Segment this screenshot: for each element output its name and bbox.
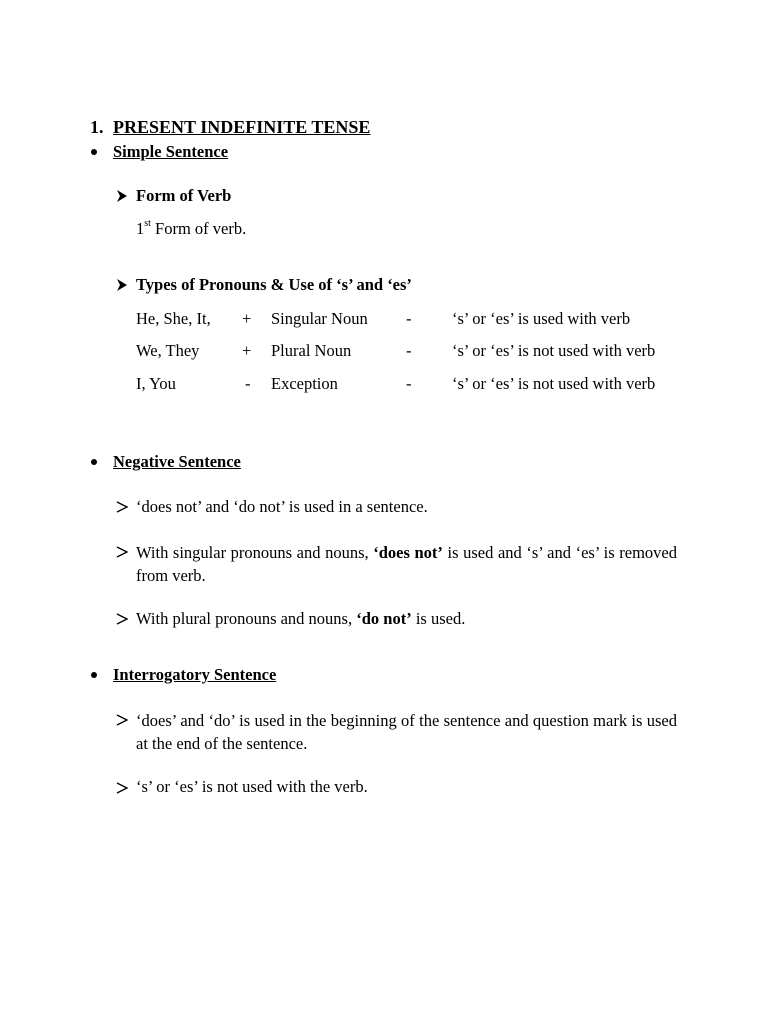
noun-cell: Singular Noun	[271, 309, 368, 328]
dash-cell: -	[406, 374, 412, 393]
pronouns-heading: Types of Pronouns & Use of ‘s’ and ‘es’	[136, 275, 412, 294]
operator-cell: +	[242, 309, 252, 328]
arrow-bullet-icon	[116, 501, 128, 513]
operator-cell: +	[242, 341, 252, 360]
dash-cell: -	[406, 309, 412, 328]
arrow-bullet-icon	[116, 546, 128, 558]
noun-cell: Exception	[271, 374, 338, 393]
section-number: 1.	[90, 117, 104, 137]
arrow-bullet-icon	[116, 278, 128, 292]
bullet-icon	[91, 459, 97, 465]
interrogatory-item-2: ‘s’ or ‘es’ is not used with the verb.	[136, 777, 368, 796]
pronoun-cell: He, She, It,	[136, 309, 211, 328]
operator-cell: -	[245, 374, 251, 393]
arrow-bullet-icon	[116, 613, 128, 625]
negative-sentence-heading: Negative Sentence	[113, 452, 241, 471]
pronoun-cell: I, You	[136, 374, 176, 393]
arrow-bullet-icon	[116, 189, 128, 203]
rule-cell: ‘s’ or ‘es’ is not used with verb	[452, 341, 656, 360]
rule-cell: ‘s’ or ‘es’ is used with verb	[452, 309, 631, 328]
simple-sentence-heading: Simple Sentence	[113, 142, 229, 161]
interrogatory-sentence-heading: Interrogatory Sentence	[113, 665, 277, 684]
arrow-bullet-icon	[116, 782, 128, 794]
bullet-icon	[91, 672, 97, 678]
interrogatory-item-1: ‘does’ and ‘do’ is used in the beginning of the sentence and question mark is used at the end of the sentence.	[136, 711, 677, 753]
pronoun-cell: We, They	[136, 341, 200, 360]
negative-item-1: ‘does not’ and ‘do not’ is used in a sentence.	[136, 497, 428, 516]
negative-item-2: With singular pronouns and nouns, ‘does not’ is used and ‘s’ and ‘es’ is removed from verb.	[136, 543, 678, 585]
form-of-verb-text: 1st Form of verb.	[136, 218, 247, 238]
arrow-bullet-icon	[116, 714, 128, 726]
dash-cell: -	[406, 341, 412, 360]
negative-item-3: With plural pronouns and nouns, ‘do not’ is used.	[136, 609, 466, 628]
bullet-icon	[91, 149, 97, 155]
rule-cell: ‘s’ or ‘es’ is not used with verb	[452, 374, 656, 393]
noun-cell: Plural Noun	[271, 341, 352, 360]
form-of-verb-heading: Form of Verb	[136, 186, 232, 205]
section-title: PRESENT INDEFINITE TENSE	[113, 117, 371, 137]
